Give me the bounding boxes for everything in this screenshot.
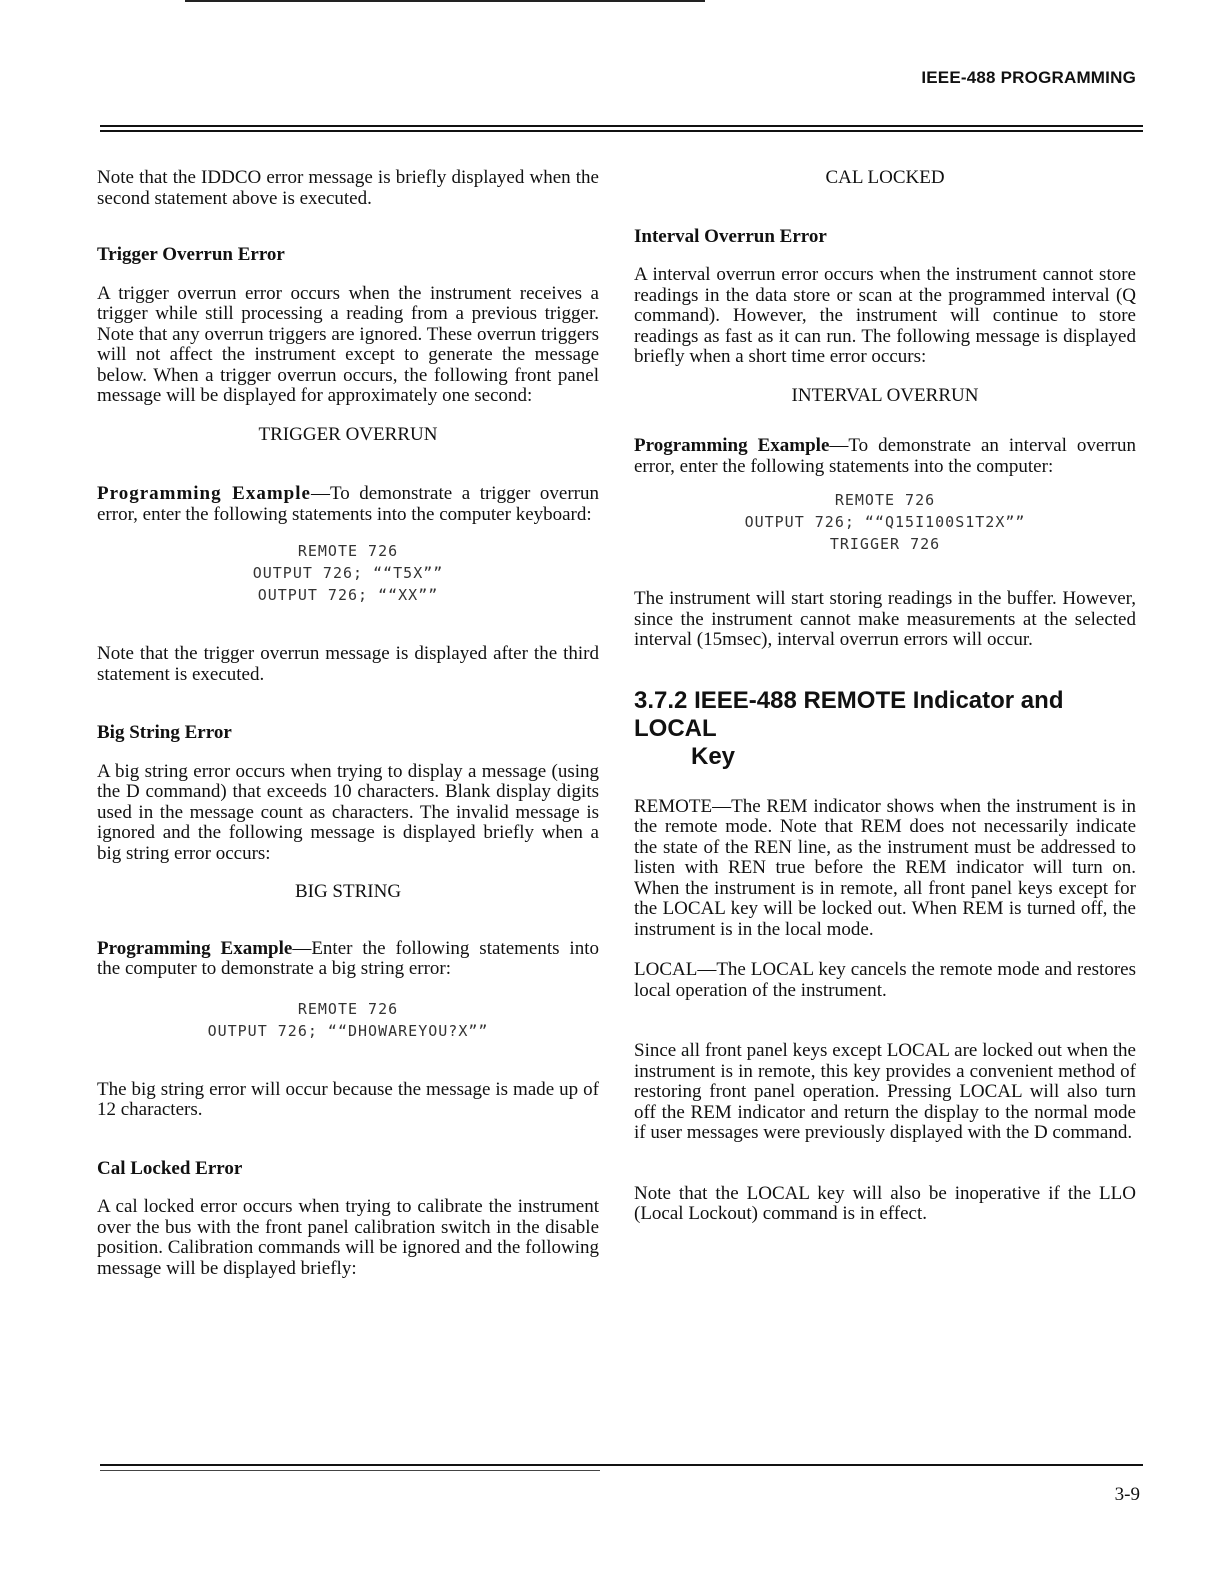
trigger-overrun-message: TRIGGER OVERRUN	[258, 423, 438, 445]
left-column	[97, 168, 599, 1279]
big-string-example-label: Programming Example	[97, 937, 293, 959]
code-line: OUTPUT 726; ““DHOWAREYOU?X””	[207, 1021, 489, 1040]
interval-overrun-heading: Interval Overrun Error	[634, 225, 827, 247]
big-string-example-paragraph	[97, 939, 599, 980]
interval-overrun-message: INTERVAL OVERRUN	[791, 384, 979, 406]
interval-note: The instrument will start storing readings in the buffer. However, since the instrument cannot make measurements at the selected interval (15msec), interval overrun errors will occur.	[634, 588, 1136, 650]
code-line: REMOTE 726	[297, 542, 399, 560]
interval-overrun-body: A interval overrun error occurs when the instrument cannot store readings in the data store or scan at the programmed interval (Q command). However, the instrument will continue to store readings as fast as it can run. The following message is displayed briefly when a short time error occurs:	[634, 264, 1136, 367]
big-string-message: BIG STRING	[294, 881, 402, 902]
section-number: 3.7.2	[634, 686, 688, 714]
since-paragraph: Since all front panel keys except LOCAL are locked out when the instrument is in remote, this key provides a convenient method of restoring front panel operation. Pressing LOCAL will also turn off the REM indicator and return the display to the normal mode if user messages were previously displayed with the D command.	[634, 1040, 1136, 1143]
code-line: OUTPUT 726; ““XX””	[257, 586, 439, 604]
big-string-heading: Big String Error	[97, 722, 232, 743]
big-string-body: A big string error occurs when trying to display a message (using the D command) that exceeds 10 characters. Blank display digits used in the message count as characters. The invalid message is ignored and the following message is displayed briefly when a big string error occurs:	[97, 760, 599, 864]
trigger-example-label: Programming Example	[97, 483, 311, 504]
header-rule-double	[100, 130, 1143, 132]
code-line: REMOTE 726	[297, 999, 399, 1018]
running-header: IEEE-488 PROGRAMMING	[921, 68, 1136, 87]
code-line: OUTPUT 726; ““Q15I100S1T2X””	[744, 513, 1026, 531]
cal-locked-body: A cal locked error occurs when trying to calibrate the instrument over the bus with the front panel calibration switch in the disable position. Calibration commands will be ignored and the following message will be displayed briefly:	[97, 1196, 599, 1279]
big-string-example-text: —Enter the following statements into the computer to demonstrate a big string error:	[97, 937, 599, 979]
remote-paragraph: REMOTE—The REM indicator shows when the instrument is in the remote mode. Note that REM does not necessarily indicate the state of the REN line, as the instrument must be addressed to listen with REN true before the REM indicator will turn on. When the instrument is in remote, all front panel keys except for the LOCAL key will be locked out. When REM is turned off, the instrument is in the local mode.	[634, 795, 1136, 940]
section-title-line2: Key	[691, 742, 736, 770]
llo-paragraph: Note that the LOCAL key will also be inoperative if the LLO (Local Lockout) command is in effect.	[634, 1182, 1136, 1224]
iddco-note: Note that the IDDCO error message is briefly displayed when the second statement above is executed.	[97, 167, 599, 209]
interval-example-paragraph	[634, 436, 1136, 477]
interval-example-text: —To demonstrate an interval overrun error, enter the following statements into the computer:	[634, 435, 1136, 477]
trigger-example-text: —To demonstrate a trigger overrun error, enter the following statements into the computer keyboard:	[97, 483, 599, 525]
footer-rule-short	[100, 1470, 600, 1471]
cal-locked-message: CAL LOCKED	[825, 167, 945, 188]
trigger-overrun-body: A trigger overrun error occurs when the instrument receives a trigger while still processing a reading from a previous trigger. Note that any overrun triggers are ignored. These overrun triggers will not affect the instrument except to generate the message below. When a trigger overrun occurs, the following front panel message will be displayed for approximately one second:	[97, 282, 599, 406]
header-rule	[100, 125, 1143, 127]
trigger-overrun-heading: Trigger Overrun Error	[97, 244, 285, 265]
trigger-example-paragraph	[97, 484, 599, 525]
footer-rule	[100, 1464, 1143, 1466]
trigger-note: Note that the trigger overrun message is displayed after the third statement is executed.	[97, 643, 599, 685]
trigger-code-block	[97, 540, 599, 606]
interval-code-block	[634, 489, 1136, 555]
right-column	[634, 168, 1136, 1225]
top-rule	[185, 0, 705, 2]
code-line: TRIGGER 726	[829, 535, 941, 553]
code-line: REMOTE 726	[834, 491, 936, 509]
big-string-code-block	[97, 998, 599, 1042]
interval-example-label: Programming Example	[634, 435, 830, 456]
cal-locked-heading: Cal Locked Error	[97, 1157, 243, 1179]
code-line: OUTPUT 726; ““T5X””	[252, 564, 444, 582]
section-title-line1: IEEE-488 REMOTE Indicator and LOCAL	[634, 686, 1064, 742]
section-heading	[634, 687, 1136, 771]
page-number: 3-9	[1114, 1484, 1140, 1505]
local-paragraph: LOCAL—The LOCAL key cancels the remote mode and restores local operation of the instrument.	[634, 959, 1136, 1001]
big-string-note: The big string error will occur because the message is made up of 12 characters.	[97, 1078, 599, 1120]
